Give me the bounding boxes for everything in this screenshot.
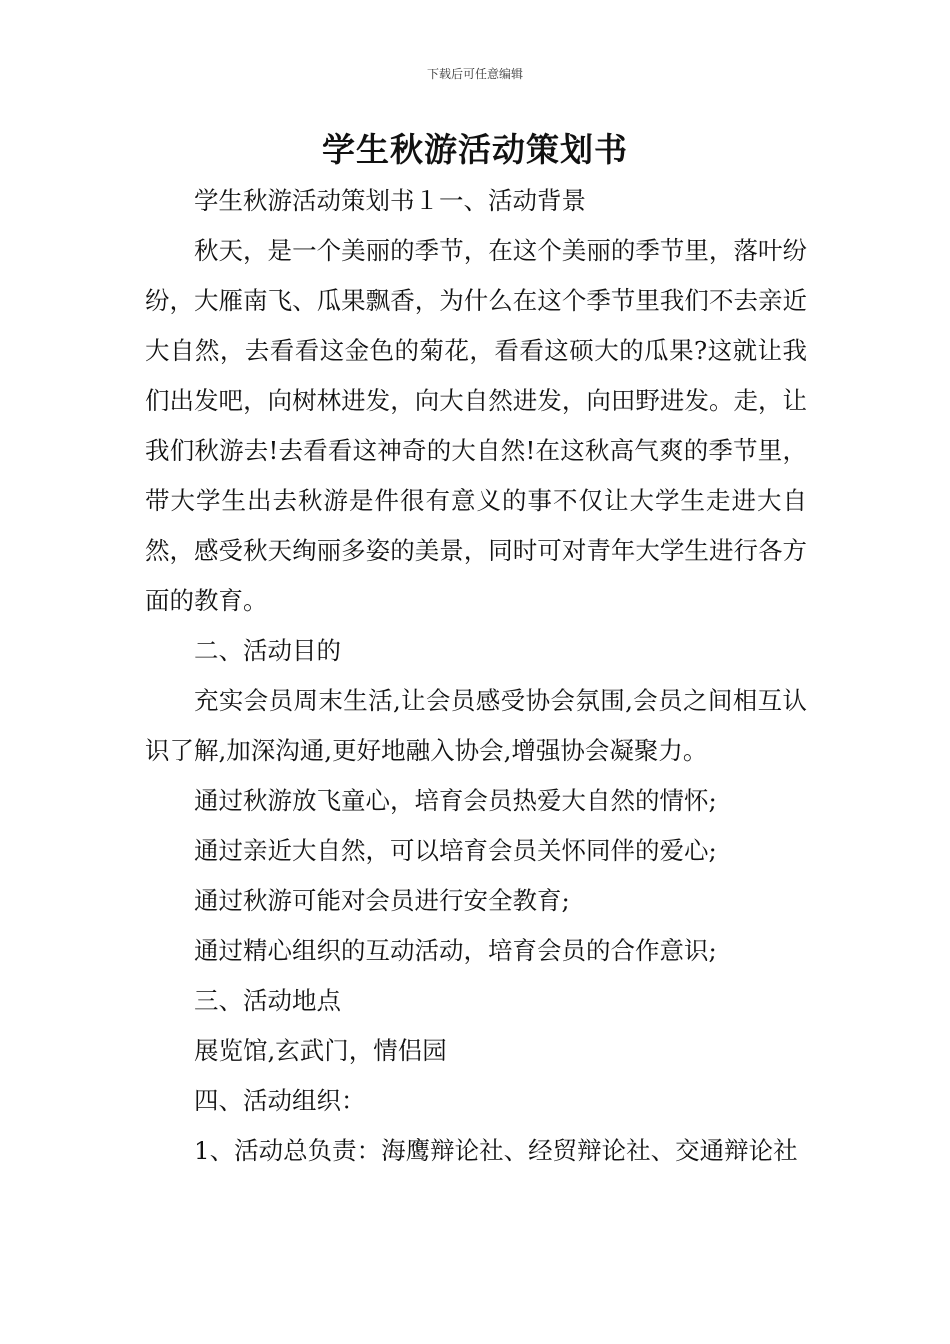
paragraph-organizer: 1、活动总负责：海鹰辩论社、经贸辩论社、交通辩论社 <box>194 1136 798 1165</box>
document-body <box>145 176 807 1176</box>
paragraph-intro-heading: 学生秋游活动策划书１一、活动背景 <box>194 186 586 215</box>
paragraph-location: 展览馆,玄武门，情侣园 <box>194 1036 447 1065</box>
section-heading-purpose: 二、活动目的 <box>194 636 341 665</box>
section-heading-organization: 四、活动组织： <box>194 1086 366 1115</box>
paragraph-purpose: 充实会员周末生活,让会员感受协会氛围,会员之间相互认识了解,加深沟通,更好地融入协会,增强协会凝聚力。 <box>145 686 807 765</box>
list-item: 通过秋游可能对会员进行安全教育; <box>194 886 570 915</box>
list-item: 通过秋游放飞童心，培育会员热爱大自然的情怀; <box>194 786 717 815</box>
list-item: 通过精心组织的互动活动，培育会员的合作意识; <box>194 936 717 965</box>
paragraph-background: 秋天，是一个美丽的季节，在这个美丽的季节里，落叶纷纷，大雁南飞、瓜果飘香，为什么在这个季节里我们不去亲近大自然，去看看这金色的菊花，看看这硕大的瓜果?这就让我们出发吧，向树林进发，向大自然进发，向田野进发。走，让我们秋游去!去看看这神奇的大自然!在这秋高气爽的季节里，带大学生出去秋游是件很有意义的事不仅让大学生走进大自然，感受秋天绚丽多姿的美景，同时可对青年大学生进行各方面的教育。 <box>145 236 807 615</box>
header-note: 下载后可任意编辑 <box>426 67 523 81</box>
document-title: 学生秋游活动策划书 <box>322 130 628 169</box>
section-heading-location: 三、活动地点 <box>194 986 341 1015</box>
list-item: 通过亲近大自然，可以培育会员关怀同伴的爱心; <box>194 836 717 865</box>
